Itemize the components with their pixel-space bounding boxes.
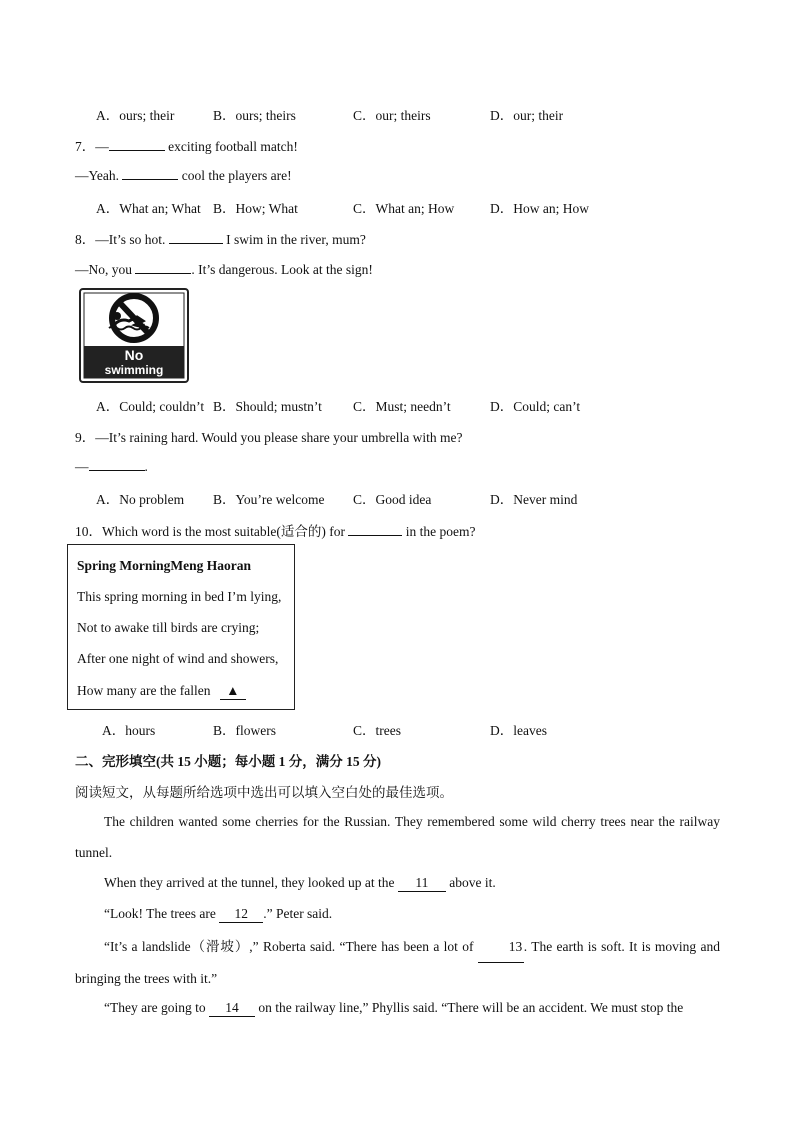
q8-blank-1 [169,230,223,244]
q8-line2-suffix: . It’s dangerous. Look at the sign! [191,262,373,277]
q7-blank-2 [122,166,178,180]
sign-text-no: No [124,347,144,363]
p2-prefix: When they arrived at the tunnel, they looked up at the [104,875,398,890]
sign-text-swimming: swimming [104,363,164,377]
q8-option-b: B．Should; mustn’t [213,399,322,414]
blank-11: 11 [398,875,446,892]
q10-option-a: A．hours [102,723,156,738]
poem-line-2: Not to awake till birds are crying; [77,620,260,635]
poem-title: Spring MorningMeng Haoran [77,558,252,573]
q7-line2-prefix: —Yeah. [75,168,123,183]
q6-option-c: C．our; theirs [353,108,431,123]
blank-12: 12 [219,906,263,923]
blank-13: 13 [478,931,524,963]
q7-option-b: B．How; What [213,201,298,216]
q6-option-a: A．ours; their [96,108,175,123]
poem-line-4-text: How many are the fallen [77,683,211,698]
q10-question [75,520,475,540]
passage-paragraph-2 [104,875,496,892]
q8-blank-2 [135,260,191,274]
q10-option-b: B．flowers [213,723,276,738]
section2-heading: 二、完形填空(共 15 小题；每小题 1 分，满分 15 分) [75,754,381,769]
no-swimming-symbol-icon [109,296,156,340]
q8-question [75,228,366,248]
q10-option-c: C．trees [353,723,401,738]
p3-prefix: “Look! The trees are [104,906,220,921]
q9-line2-suffix: . [144,459,148,474]
q10-line1-prefix: 10．Which word is the most suitable(适合的) for [75,524,349,539]
q9-question: 9．—It’s raining hard. Would you please share your umbrella with me? [75,430,463,445]
blank-14: 14 [209,1000,255,1017]
q8-response [75,260,373,278]
passage-paragraph-1: The children wanted some cherries for the Russian. They remembered some wild cherry trees near the railway tunnel. [75,814,720,860]
q9-option-d: D．Never mind [490,492,578,507]
q8-line1-suffix: I swim in the river, mum? [222,232,366,247]
section2-instruction: 阅读短文，从每题所给选项中选出可以填入空白处的最佳选项。 [75,785,453,800]
q7-blank-1 [109,137,165,151]
q7-line2-suffix: cool the players are! [178,168,292,183]
passage-paragraph-3 [104,906,332,923]
q7-line1-suffix: exciting football match! [164,139,298,154]
q7-line1-prefix: 7．— [75,139,109,154]
q8-option-c: C．Must; needn’t [353,399,451,414]
passage-paragraph-5 [104,1000,683,1017]
q7-response [75,166,292,184]
q9-line2-prefix: — [75,459,89,474]
poem-line-4 [77,683,246,700]
p2-suffix: above it. [445,875,496,890]
p3-suffix: .” Peter said. [263,906,333,921]
q8-line1-prefix: 8．—It’s so hot. [75,232,169,247]
p4-suffix: . The earth is soft. It is moving and bringing the trees with it.” [75,939,720,986]
q6-option-d: D．our; their [490,108,564,123]
p4-prefix: “It’s a landslide（滑坡）,” Roberta said. “There has been a lot of [104,939,478,954]
q8-line2-prefix: —No, you [75,262,136,277]
q7-question [75,135,298,155]
q10-blank [348,522,402,536]
poem-line-3: After one night of wind and showers, [77,651,279,666]
q9-option-c: C．Good idea [353,492,432,507]
q8-option-a: A．Could; couldn’t [96,399,205,414]
passage-paragraph-4 [75,931,720,994]
poem-line-1: This spring morning in bed I’m lying, [77,589,282,604]
q9-option-a: A．No problem [96,492,185,507]
q7-option-a: A．What an; What [96,201,201,216]
q9-response [75,457,148,475]
q9-blank [89,457,145,471]
q6-option-b: B．ours; theirs [213,108,296,123]
q10-option-d: D．leaves [490,723,547,738]
q7-option-c: C．What an; How [353,201,455,216]
q8-option-d: D．Could; can’t [490,399,581,414]
q9-option-b: B．You’re welcome [213,492,325,507]
q10-line1-suffix: in the poem? [402,524,476,539]
q7-option-d: D．How an; How [490,201,589,216]
poem-marker: ▲ [220,683,246,700]
p5-suffix: on the railway line,” Phyllis said. “There will be an accident. We must stop the [254,1000,684,1015]
no-swimming-sign [79,288,189,383]
poem-box [67,544,295,710]
p5-prefix: “They are going to [104,1000,209,1015]
